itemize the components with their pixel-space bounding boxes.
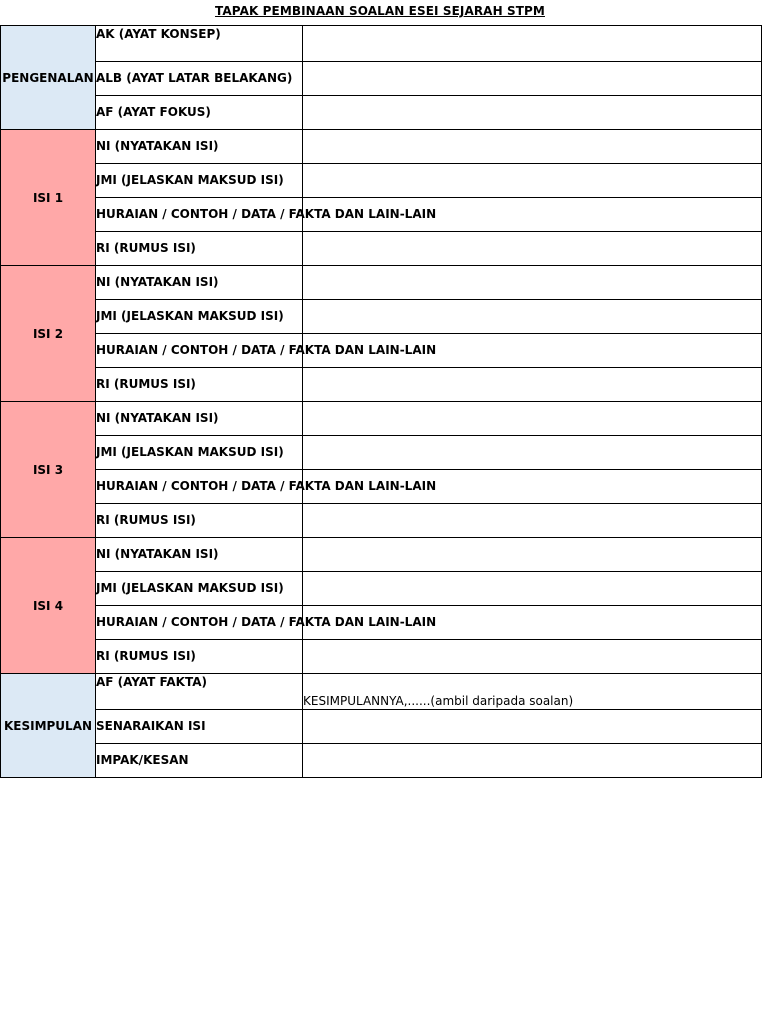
row-label: HURAIAN / CONTOH / DATA / FAKTA DAN LAIN-LAIN	[96, 198, 303, 232]
table-row	[1, 26, 762, 62]
section-isi-4: ISI 4	[1, 538, 96, 674]
table-row	[1, 606, 762, 640]
section-pengenalan: PENGENALAN	[1, 26, 96, 130]
row-content-cell[interactable]	[303, 504, 762, 538]
table-row	[1, 266, 762, 300]
row-label: NI (NYATAKAN ISI)	[96, 266, 303, 300]
section-isi-1: ISI 1	[1, 130, 96, 266]
table-row	[1, 368, 762, 402]
row-content-cell[interactable]	[303, 744, 762, 778]
table-row	[1, 402, 762, 436]
row-content-cell[interactable]	[303, 538, 762, 572]
row-label: AK (AYAT KONSEP)	[96, 26, 303, 62]
section-isi-2: ISI 2	[1, 266, 96, 402]
table-row	[1, 300, 762, 334]
row-content-cell[interactable]	[303, 164, 762, 198]
row-content-cell[interactable]	[303, 62, 762, 96]
row-label: JMI (JELASKAN MAKSUD ISI)	[96, 436, 303, 470]
essay-plan-table	[0, 25, 762, 778]
row-label: NI (NYATAKAN ISI)	[96, 130, 303, 164]
row-content-cell[interactable]	[303, 266, 762, 300]
row-label: AF (AYAT FOKUS)	[96, 96, 303, 130]
section-isi-3: ISI 3	[1, 402, 96, 538]
row-content-cell[interactable]	[303, 710, 762, 744]
row-content-cell[interactable]	[303, 96, 762, 130]
row-label: SENARAIKAN ISI	[96, 710, 303, 744]
row-content-cell[interactable]	[303, 232, 762, 266]
row-content-cell[interactable]	[303, 130, 762, 164]
row-content-cell[interactable]: KESIMPULANNYA,......(ambil daripada soalan)	[303, 674, 762, 710]
table-row	[1, 130, 762, 164]
row-label: RI (RUMUS ISI)	[96, 368, 303, 402]
table-row	[1, 504, 762, 538]
row-label: NI (NYATAKAN ISI)	[96, 538, 303, 572]
row-label: JMI (JELASKAN MAKSUD ISI)	[96, 164, 303, 198]
row-content-cell[interactable]	[303, 640, 762, 674]
row-label: ALB (AYAT LATAR BELAKANG)	[96, 62, 303, 96]
row-content-cell[interactable]	[303, 26, 762, 62]
table-row	[1, 470, 762, 504]
row-label: HURAIAN / CONTOH / DATA / FAKTA DAN LAIN-LAIN	[96, 334, 303, 368]
section-kesimpulan: KESIMPULAN	[1, 674, 96, 778]
row-label: NI (NYATAKAN ISI)	[96, 402, 303, 436]
table-row	[1, 96, 762, 130]
table-row	[1, 674, 762, 710]
table-row	[1, 572, 762, 606]
table-row	[1, 538, 762, 572]
table-row	[1, 334, 762, 368]
table-row	[1, 198, 762, 232]
table-row	[1, 62, 762, 96]
row-label: JMI (JELASKAN MAKSUD ISI)	[96, 300, 303, 334]
row-label: RI (RUMUS ISI)	[96, 504, 303, 538]
row-label: HURAIAN / CONTOH / DATA / FAKTA DAN LAIN-LAIN	[96, 470, 303, 504]
row-content-cell[interactable]	[303, 402, 762, 436]
table-row	[1, 436, 762, 470]
row-label: HURAIAN / CONTOH / DATA / FAKTA DAN LAIN-LAIN	[96, 606, 303, 640]
row-label: AF (AYAT FAKTA)	[96, 674, 303, 710]
row-content-cell[interactable]	[303, 572, 762, 606]
row-label: IMPAK/KESAN	[96, 744, 303, 778]
document-title: TAPAK PEMBINAAN SOALAN ESEI SEJARAH STPM	[215, 4, 545, 18]
table-row	[1, 640, 762, 674]
row-content-cell[interactable]	[303, 436, 762, 470]
row-content-cell[interactable]	[303, 300, 762, 334]
row-label: JMI (JELASKAN MAKSUD ISI)	[96, 572, 303, 606]
row-label: RI (RUMUS ISI)	[96, 232, 303, 266]
row-label: RI (RUMUS ISI)	[96, 640, 303, 674]
table-row	[1, 744, 762, 778]
table-row	[1, 710, 762, 744]
table-row	[1, 232, 762, 266]
row-content-cell[interactable]	[303, 368, 762, 402]
table-row	[1, 164, 762, 198]
